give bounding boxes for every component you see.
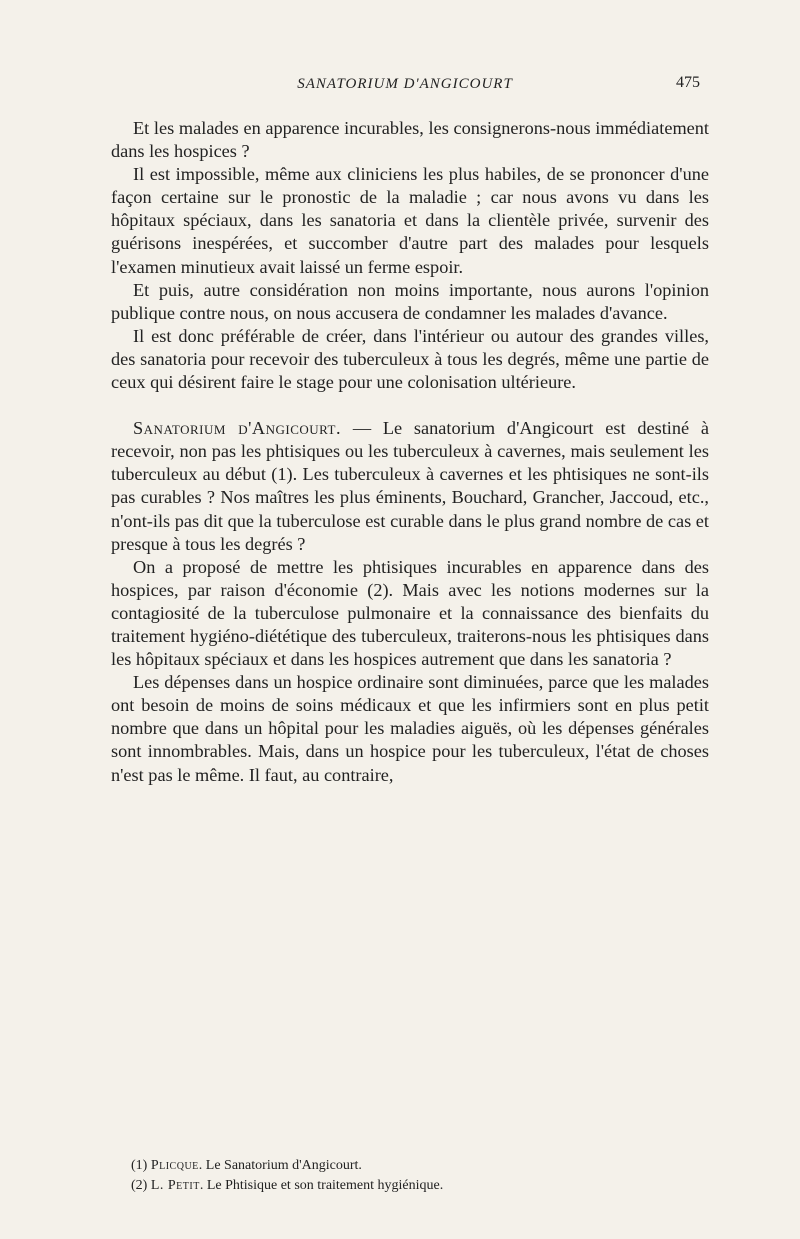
section-paragraph [111,417,709,556]
running-title: SANATORIUM D'ANGICOURT [297,76,513,92]
paragraph: Les dépenses dans un hospice ordinaire sont diminuées, parce que les malades ont besoin de moins de soins médicaux et que les infirmiers sont en plus petit nombre que dans un hôpital pour les maladies aiguës, où les dépenses générales sont innombrables. Mais, dans un hospice pour les tuberculeux, l'état de choses n'est pas le même. Il faut, au contraire, [111,672,709,785]
paragraph: Et les malades en apparence incurables, les consignerons-nous immédiatement dans les hospices ? [111,118,709,162]
footnote [131,1176,711,1196]
footnote-author: L. Petit [150,1178,200,1193]
footnote-marker: (1) [131,1158,148,1173]
section-heading: Sanatorium d'Angicourt. [133,418,342,439]
body-text [111,117,709,787]
footnote-author: Plicque [150,1158,199,1173]
section-text: Le sanatorium d'Angicourt est destiné à recevoir, non pas les phtisiques ou les tuberculeux à cavernes, mais seulement les tuberculeux au début (1). Les tuberculeux à cavernes et les phtisiques ne sont-ils pas curables ? Nos maîtres les plus éminents, Bouchard, Grancher, Jaccoud, etc., n'ont-ils pas dit que la tuberculose est curable dans le plus grand nombre de cas et presque à tous les degrés ? [111,418,709,554]
paragraph: Il est donc préférable de créer, dans l'intérieur ou autour des grandes villes, des sanatoria pour recevoir des tuberculeux à tous les degrés, même une partie de ceux qui désirent faire le stage pour une colonisation ultérieure. [111,325,709,393]
running-head [110,74,700,98]
page-number: 475 [676,74,700,91]
paragraph: Et puis, autre considération non moins importante, nous aurons l'opinion publique contre nous, on nous accusera de condamner les malades d'avance. [111,279,709,323]
paragraph: Il est impossible, même aux cliniciens les plus habiles, de se prononcer d'une façon certaine sur le pronostic de la maladie ; car nous avons vu dans les hôpitaux spéciaux, dans les sanatoria et dans la clientèle privée, survenir des guérisons inespérées, et succomber d'autre part des malades pour lesquels l'examen minutieux avait laissé un ferme espoir. [111,164,709,277]
footnote [131,1156,711,1176]
footnote-marker: (2) [131,1178,148,1193]
paragraph: On a proposé de mettre les phtisiques incurables en apparence dans des hospices, par raison d'économie (2). Mais avec les notions modernes sur la contagiosité de la tuberculose pulmonaire et la connaissance des bienfaits du traitement hygiéno-diététique des tuberculeux, traiterons-nous les phtisiques dans les hôpitaux spéciaux et dans les hospices autrement que dans les sanatoria ? [111,556,709,670]
section-dash: — [341,418,383,439]
footnote-text: . Le Phtisique et son traitement hygiénique. [199,1178,444,1193]
footnotes [131,1156,711,1196]
footnote-text: . Le Sanatorium d'Angicourt. [198,1158,362,1173]
